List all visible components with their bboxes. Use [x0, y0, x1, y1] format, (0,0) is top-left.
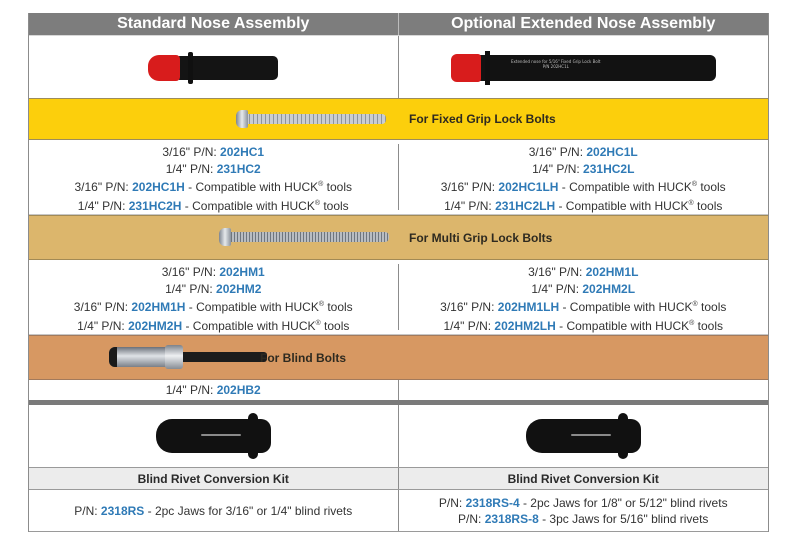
nose-ring: [485, 51, 490, 85]
part-number-link[interactable]: 231HC2LH: [495, 198, 556, 213]
part-line: [166, 382, 261, 399]
nose-assembly-table: [28, 13, 769, 532]
compat-note: - Compatible with HUCK: [555, 198, 689, 213]
compat-note: - Compatible with HUCK: [182, 318, 316, 333]
part-size: 3/16" P/N:: [74, 180, 133, 194]
part-number-link[interactable]: 202HM1: [219, 265, 265, 279]
nose-red-cap: [451, 54, 481, 82]
registered-mark: ®: [689, 319, 695, 327]
part-size: 1/4" P/N:: [531, 281, 583, 296]
fixed-grip-standard-parts: [29, 144, 399, 213]
part-number-link[interactable]: 202HM1LH: [497, 300, 560, 314]
registered-mark: ®: [692, 301, 698, 308]
standard-nose-image: [148, 52, 278, 82]
bolt-head: [219, 228, 231, 246]
registered-mark: ®: [315, 319, 321, 327]
compat-note: - Compatible with HUCK: [558, 180, 692, 194]
part-number-link[interactable]: 202HM1H: [131, 300, 186, 314]
part-line: [532, 161, 634, 178]
blind-bolts-extended-parts: [399, 380, 769, 400]
blind-bolt-image: [109, 345, 267, 369]
part-size: 3/16" P/N:: [528, 265, 586, 279]
part-number-link[interactable]: 202HM2L: [582, 281, 636, 296]
part-line: [443, 316, 723, 335]
compat-tail: tools: [694, 318, 724, 333]
part-label: P/N:: [458, 511, 485, 526]
part-line: [74, 503, 352, 519]
bolt-shank: [246, 114, 386, 124]
part-size: 3/16" P/N:: [440, 180, 499, 194]
nose-ring: [188, 52, 193, 84]
fixed-grip-extended-parts: [399, 144, 769, 213]
part-line: [458, 511, 708, 527]
part-size: 1/4" P/N:: [443, 318, 495, 333]
compat-note: - Compatible with HUCK: [184, 180, 319, 194]
compat-tail: tools: [324, 300, 353, 314]
blind-bolts-band: [29, 335, 768, 380]
bolt-head: [236, 110, 248, 128]
part-number-link[interactable]: 231HC2H: [128, 198, 182, 213]
conversion-kit-image-row: [29, 405, 768, 467]
part-size: 1/4" P/N:: [165, 382, 217, 397]
standard-nose-cell: [29, 36, 399, 98]
part-size: 3/16" P/N:: [73, 300, 132, 314]
jaw-flange: [248, 413, 258, 459]
part-size: 1/4" P/N:: [165, 281, 217, 296]
jaw-kit-image: [526, 413, 641, 459]
fixed-grip-parts-row: [29, 140, 768, 215]
conversion-kit-title-row: [29, 467, 768, 490]
part-line: [441, 177, 726, 196]
kit-extended-image-cell: [399, 405, 769, 467]
part-size: 1/4" P/N:: [165, 161, 217, 176]
part-line: [444, 196, 722, 215]
part-line: [166, 161, 261, 178]
blind-bolts-standard-parts: [29, 380, 399, 400]
registered-mark: ®: [318, 301, 324, 308]
registered-mark: ®: [314, 199, 320, 207]
etching-line: Extended nose for 5/16" Fixed Grip Lock Bolt: [511, 59, 601, 64]
fixed-grip-label: For Fixed Grip Lock Bolts: [409, 112, 556, 126]
bolt-pin: [183, 352, 267, 362]
part-number-link[interactable]: 202HM1L: [585, 265, 639, 279]
compat-tail: tools: [693, 198, 723, 213]
part-number-link[interactable]: 2318RS: [100, 503, 145, 518]
part-line: [162, 264, 265, 281]
extended-nose-image: [451, 51, 716, 83]
multi-grip-bolt-image: [219, 228, 389, 246]
part-size: 1/4" P/N:: [77, 198, 129, 213]
part-description: - 2pc Jaws for 3/16" or 1/4" blind rivets: [144, 503, 353, 518]
part-number-link[interactable]: 231HC2: [216, 161, 261, 176]
part-line: [162, 144, 264, 161]
compat-tail: tools: [323, 180, 353, 194]
part-label: P/N:: [74, 503, 101, 518]
compat-note: - Compatible with HUCK: [185, 300, 319, 314]
header-standard-nose: Standard Nose Assembly: [29, 13, 399, 35]
jaw-kit-image: [156, 413, 271, 459]
part-size: 1/4" P/N:: [77, 318, 129, 333]
table-header-row: [29, 13, 768, 35]
part-number-link[interactable]: 202HM2LH: [494, 318, 556, 333]
part-line: [165, 281, 261, 298]
jaw-flange: [618, 413, 628, 459]
kit-standard-parts: [29, 490, 399, 531]
part-line: [74, 177, 352, 196]
part-size: 1/4" P/N:: [532, 161, 584, 176]
part-size: 3/16" P/N:: [528, 145, 587, 159]
bolt-cap: [109, 347, 117, 367]
compat-tail: tools: [697, 300, 727, 314]
multi-grip-parts-row: [29, 260, 768, 335]
part-line: [78, 196, 349, 215]
fixed-grip-bolt-image: [236, 110, 386, 128]
part-label: P/N:: [438, 495, 466, 510]
kit-title-standard: Blind Rivet Conversion Kit: [29, 468, 399, 489]
nose-red-cap: [148, 55, 180, 81]
compat-tail: tools: [697, 180, 726, 194]
etching-line: P/N 202HC1L: [542, 64, 569, 69]
part-line: [531, 281, 635, 298]
part-number-link[interactable]: 2318RS-4: [465, 495, 520, 510]
part-line: [529, 144, 638, 161]
nose-image-row: [29, 35, 768, 98]
multi-grip-standard-parts: [29, 264, 399, 333]
part-number-link[interactable]: 202HC1H: [132, 180, 185, 194]
part-number-link[interactable]: 202HM2: [216, 281, 262, 296]
multi-grip-extended-parts: [399, 264, 769, 333]
part-number-link[interactable]: 202HC1: [220, 145, 265, 159]
part-description: - 2pc Jaws for 1/8" or 5/12" blind rivets: [519, 495, 728, 510]
blind-bolts-label: For Blind Bolts: [260, 350, 346, 365]
part-size: 3/16" P/N:: [162, 145, 221, 159]
part-size: 3/16" P/N:: [440, 300, 498, 314]
kit-extended-parts: [399, 490, 769, 531]
part-line: [74, 297, 353, 316]
compat-note: - Compatible with HUCK: [555, 318, 690, 333]
nose-etching: [501, 59, 611, 69]
bolt-shank: [229, 232, 389, 242]
nose-body: [178, 56, 278, 80]
compat-tail: tools: [320, 318, 350, 333]
header-extended-nose: Optional Extended Nose Assembly: [451, 15, 716, 32]
part-line: [528, 264, 638, 281]
compat-note: - Compatible with HUCK: [559, 300, 693, 314]
bolt-collar: [165, 345, 183, 369]
kit-standard-image-cell: [29, 405, 399, 467]
kit-title-extended: Blind Rivet Conversion Kit: [507, 471, 659, 486]
part-description: - 3pc Jaws for 5/16" blind rivets: [538, 511, 709, 526]
multi-grip-band: [29, 215, 768, 260]
part-size: 3/16" P/N:: [161, 265, 220, 279]
jaw-slot: [201, 434, 241, 436]
part-number-link[interactable]: 202HC1LH: [498, 180, 559, 194]
compat-tail: tools: [320, 198, 349, 213]
part-line: [439, 495, 728, 511]
part-line: [77, 316, 349, 335]
registered-mark: ®: [688, 199, 694, 207]
part-number-link[interactable]: 202HM2H: [128, 318, 183, 333]
registered-mark: ®: [318, 181, 324, 188]
part-size: 1/4" P/N:: [444, 198, 496, 213]
multi-grip-label: For Multi Grip Lock Bolts: [409, 230, 553, 245]
compat-note: - Compatible with HUCK: [181, 198, 315, 213]
blind-bolts-parts-row: [29, 380, 768, 400]
part-number-link[interactable]: 2318RS-8: [484, 511, 539, 526]
part-number-link[interactable]: 202HC1L: [586, 145, 638, 159]
fixed-grip-band: [29, 98, 768, 140]
registered-mark: ®: [691, 181, 697, 188]
part-number-link[interactable]: 202HB2: [216, 382, 261, 397]
part-number-link[interactable]: 231HC2L: [583, 161, 635, 176]
jaw-slot: [571, 434, 611, 436]
extended-nose-cell: [399, 36, 769, 98]
conversion-kit-parts-row: [29, 490, 768, 532]
part-line: [440, 297, 726, 316]
